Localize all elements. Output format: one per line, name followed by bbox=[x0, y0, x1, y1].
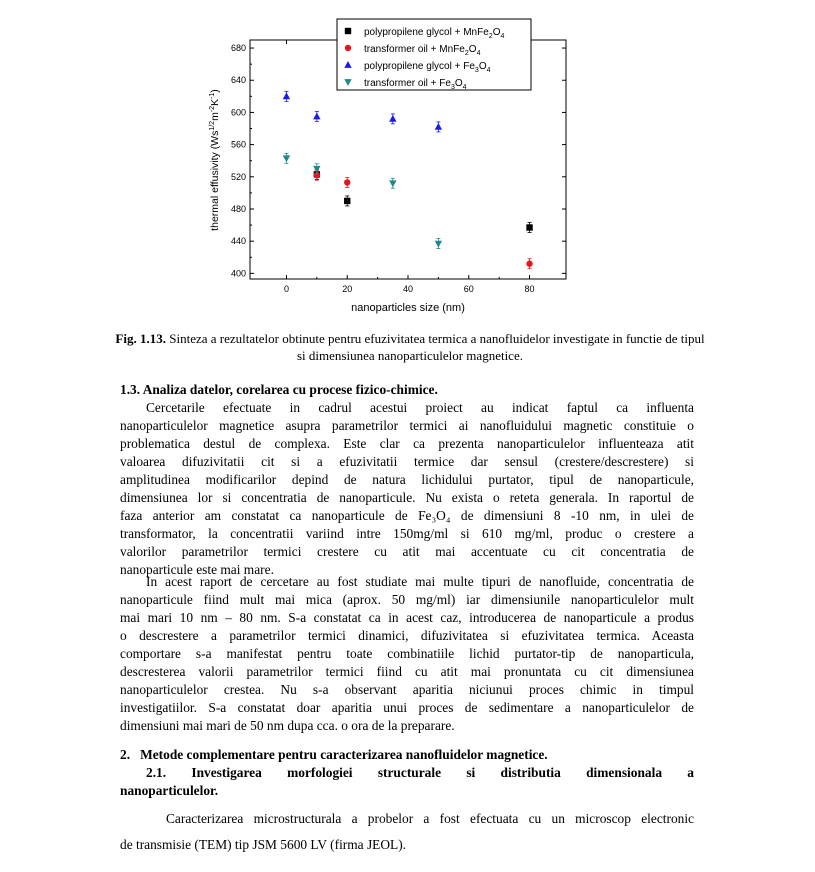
figure-caption bbox=[110, 330, 710, 364]
y-tick-label: 560 bbox=[230, 139, 246, 150]
section-2-1-paragraph-line-2: de transmisie (TEM) tip JSM 5600 LV (firma JEOL). bbox=[120, 837, 407, 852]
data-point bbox=[283, 155, 290, 162]
x-tick-label: 80 bbox=[524, 284, 535, 294]
data-point bbox=[435, 123, 442, 130]
section-2-heading: 2. Metode complementare pentru caracterizarea nanofluidelor magnetice. bbox=[120, 747, 548, 762]
data-point bbox=[526, 224, 532, 230]
paragraph-line: amplitudinea modificarilor depind de natura lichidului purtator, tipul de nanoparticule, bbox=[120, 472, 694, 487]
paragraph-line: investigatiilor. S-a constatat doar aparitia unui proces de sedimentare a nanoparticulelor de bbox=[120, 700, 694, 715]
section-2-1-heading bbox=[120, 764, 694, 800]
paragraph-line: valoarea difuzivitatii cit si a efuzivitatii termice dar sensul (crestere/descrestere) si bbox=[120, 454, 694, 469]
y-axis-label bbox=[209, 89, 221, 231]
legend-marker bbox=[345, 45, 351, 51]
paragraph-line: dimensiunea lor si concentratia de nanoparticule. Nu exista o reteta generala. In raportul de bbox=[120, 490, 694, 505]
paragraph-line: nanoparticulelor crestea. Nu s-a observant aparitia niciunui proces chimic in timpul bbox=[120, 682, 694, 697]
y-tick-label: 640 bbox=[230, 75, 246, 86]
paragraph-line: descresterea valorii parametrilor termici fiind cu atit mai pronuntata cu cit dimensiunea bbox=[120, 664, 694, 679]
figure-caption-label: Fig. 1.13. bbox=[115, 331, 166, 346]
section-2-1-heading-line-2: nanoparticulelor. bbox=[120, 783, 219, 798]
paragraph-line: faza anterior am constatat ca nanoparticule de Fe₃O₄ de dimensiuni 8 -10 nm, in ulei de bbox=[120, 508, 694, 523]
series-3 bbox=[283, 153, 442, 248]
paragraph-line: valorilor parametrilor termici crestere cu atit mai accentuate cu cit concentratia de bbox=[120, 544, 694, 559]
paragraph-line: nanoparticulelor magnetice asupra parametrilor termici ai nanofluidului magnetic constituie o bbox=[120, 418, 694, 433]
y-tick-label: 400 bbox=[230, 268, 246, 279]
x-tick-label: 60 bbox=[463, 284, 474, 294]
y-tick-label: 440 bbox=[230, 236, 246, 247]
series-2 bbox=[283, 91, 442, 132]
effusivity-scatter-chart bbox=[0, 0, 815, 325]
data-point bbox=[344, 198, 350, 204]
section-2-1-heading-line-1: 2.1. Investigarea morfologiei structurale si distributia dimensionala a bbox=[146, 765, 694, 780]
legend-entry: polypropilene glycol + $Fe_3O_4$ bbox=[364, 61, 491, 74]
series-0 bbox=[314, 169, 533, 232]
legend-entry: transformer oil + $MnFe_2O_4$ bbox=[364, 44, 481, 57]
y-tick-label: 600 bbox=[230, 107, 246, 118]
data-point bbox=[344, 179, 350, 185]
paragraph-line: problematica destul de complexa. Este clar ca prezenta nanoparticulelor influenteaza atit bbox=[120, 436, 694, 451]
paragraph-line: dimensiuni mai mari de 50 nm dupa cca. o ora de la preparare. bbox=[120, 718, 455, 733]
paragraph-line: comportare s-a manifestat pentru toate combinatiile lichid purtator-tip de nanoparticula, bbox=[120, 646, 694, 661]
data-point bbox=[435, 241, 442, 248]
figure-caption-text: Sinteza a rezultatelor obtinute pentru efuzivitatea termica a nanofluidelor investigate in functie de tipul si dimensiunea nanoparticulelor magnetice. bbox=[165, 331, 705, 363]
paragraph-line: Cercetarile efectuate in cadrul acestui proiect au indicat faptul ca influenta bbox=[146, 400, 694, 415]
x-tick-label: 40 bbox=[402, 284, 414, 294]
section-1-3-heading: 1.3. Analiza datelor, corelarea cu procese fizico-chimice. bbox=[120, 382, 438, 397]
legend-entry: transformer oil + $Fe_3O_4$ bbox=[364, 78, 467, 91]
paragraph-line: o descrestere a parametrilor termici dinamici, difuzivitatea si efuzivitatea termica. Aceasta bbox=[120, 628, 694, 643]
data-point bbox=[389, 180, 396, 187]
section-1-3-paragraph-2 bbox=[120, 573, 694, 735]
section-1-3-paragraph-1 bbox=[120, 399, 694, 579]
data-point bbox=[313, 112, 320, 119]
data-point bbox=[526, 261, 532, 267]
paragraph-line: transformator, la concentratii variind intre 150mg/ml si 610 mg/ml, produc o crestere a bbox=[120, 526, 694, 541]
x-tick-label: 0 bbox=[283, 284, 289, 294]
paragraph-line: nanoparticule fiind mult mai mica (aprox. 50 mg/ml) iar dimensiunile nanoparticulelor mult bbox=[120, 592, 694, 607]
series-1 bbox=[314, 170, 533, 269]
y-axis-label-text: thermal effusivity $(Ws^{1/2}m^{-2}K^{-1})$ bbox=[209, 89, 221, 231]
data-point bbox=[283, 92, 290, 99]
legend-marker bbox=[345, 28, 351, 34]
y-tick-label: 520 bbox=[230, 171, 246, 182]
y-tick-label: 680 bbox=[230, 43, 246, 54]
paragraph-line: nanoparticule este mai mare. bbox=[120, 562, 274, 577]
legend-entry: polypropilene glycol + $MnFe_2O_4$ bbox=[364, 27, 505, 40]
section-2-1-paragraph-line-1: Caracterizarea microstructurala a probelor a fost efectuata cu un microscop electronic bbox=[166, 811, 694, 826]
paragraph-line: mai mari 10 nm – 80 nm. S-a constatat ca in acest caz, introducerea de nanoparticule a produs bbox=[120, 610, 694, 625]
data-point bbox=[389, 115, 396, 122]
paragraph-line: In acest raport de cercetare au fost studiate mai multe tipuri de nanofluide, concentratia de bbox=[146, 574, 694, 589]
section-2-1-paragraph bbox=[120, 806, 694, 858]
x-tick-label: 20 bbox=[342, 284, 353, 294]
y-tick-label: 480 bbox=[230, 203, 246, 214]
x-axis-label: nanoparticles size (nm) bbox=[351, 302, 465, 314]
